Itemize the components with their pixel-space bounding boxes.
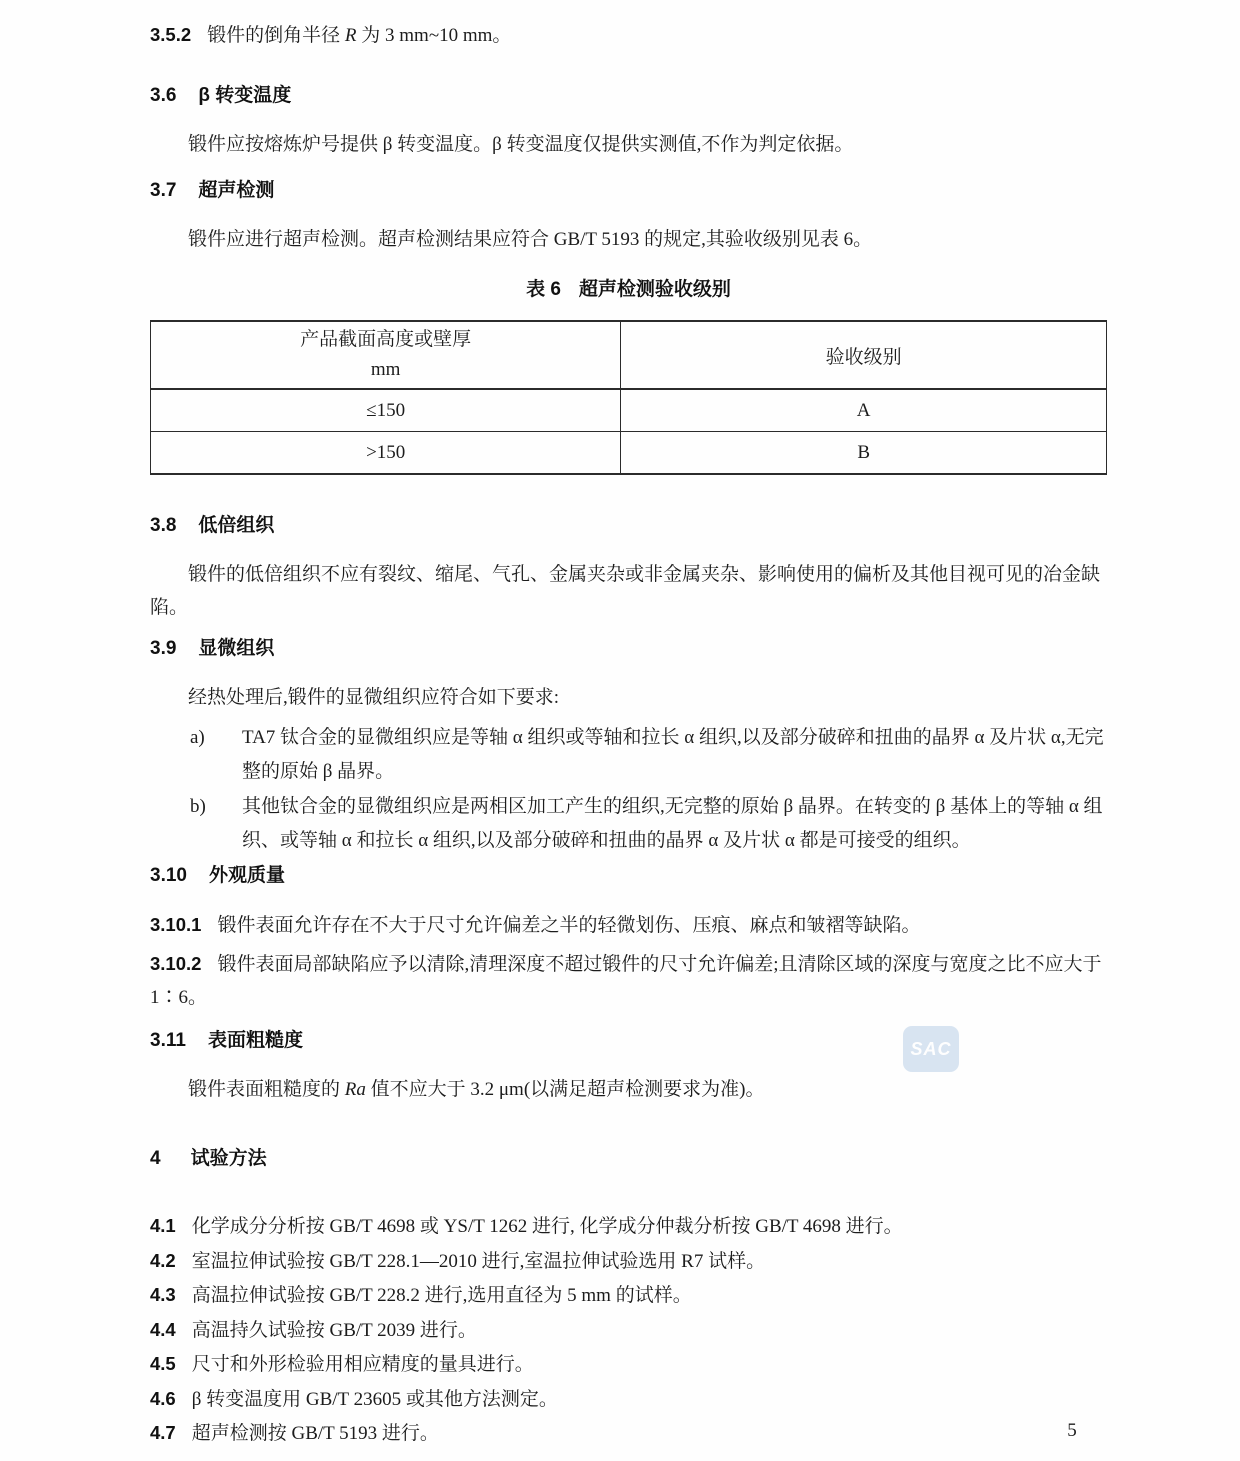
page-number: 5 bbox=[1067, 1420, 1077, 1441]
clause-number: 3.5.2 bbox=[150, 24, 192, 45]
paragraph-3-8: 锻件的低倍组织不应有裂纹、缩尾、气孔、金属夹杂或非金属夹杂、影响使用的偏析及其他目视可见的冶金缺陷。 bbox=[150, 564, 1101, 618]
clause-text: 室温拉伸试验按 GB/T 228.1—2010 进行,室温拉伸试验选用 R7 试样。 bbox=[191, 1250, 766, 1272]
clause-number: 3.10.1 bbox=[150, 914, 202, 935]
clause-number: 3.10.2 bbox=[150, 953, 202, 974]
paragraph-3-9-intro: 经热处理后,锻件的显微组织应符合如下要求: bbox=[188, 687, 560, 708]
table-row bbox=[151, 432, 1107, 475]
method-item bbox=[150, 1244, 1107, 1279]
paragraph-3-11 bbox=[150, 1073, 1107, 1106]
heading-3-8 bbox=[150, 513, 1107, 539]
method-item bbox=[150, 1313, 1107, 1348]
clause-text: 值不应大于 3.2 μm(以满足超声检测要求为准)。 bbox=[365, 1079, 765, 1100]
clause-text: 锻件表面允许存在不大于尺寸允许偏差之半的轻微划伤、压痕、麻点和皱褶等缺陷。 bbox=[217, 915, 921, 936]
heading-4 bbox=[150, 1146, 1107, 1172]
heading-number: 3.10 bbox=[150, 865, 187, 886]
heading-3-10 bbox=[150, 863, 1107, 889]
heading-title: 试验方法 bbox=[190, 1148, 267, 1169]
clause-number: 4.7 bbox=[150, 1422, 176, 1443]
method-item bbox=[150, 1347, 1107, 1382]
heading-title: 外观质量 bbox=[208, 865, 285, 886]
cell-thickness-range: ≤150 bbox=[151, 389, 621, 432]
header-cell-acceptance-level: 验收级别 bbox=[621, 321, 1107, 389]
heading-3-9 bbox=[150, 636, 1107, 662]
heading-title: 显微组织 bbox=[198, 638, 275, 659]
clause-text: 锻件表面局部缺陷应予以清除,清理深度不超过锻件的尺寸允许偏差;且清除区域的深度与宽度之比不应大于 1∶6。 bbox=[150, 954, 1102, 1008]
variable-Ra: Ra bbox=[344, 1079, 366, 1100]
cell-level: B bbox=[621, 432, 1107, 475]
list-item-a bbox=[190, 721, 1107, 788]
method-item bbox=[150, 1278, 1107, 1313]
heading-number: 3.11 bbox=[150, 1030, 186, 1051]
clause-3-10-1 bbox=[150, 908, 1107, 942]
clause-text: 锻件的倒角半径 bbox=[207, 25, 345, 46]
method-item bbox=[150, 1382, 1107, 1417]
variable-R: R bbox=[344, 25, 357, 46]
paragraph-3-7: 锻件应进行超声检测。超声检测结果应符合 GB/T 5193 的规定,其验收级别见表 6。 bbox=[188, 229, 873, 250]
method-item bbox=[150, 1209, 1107, 1244]
list-item-label: b) bbox=[190, 796, 206, 817]
header-line-2-unit: mm bbox=[370, 359, 401, 380]
heading-title: 低倍组织 bbox=[198, 515, 275, 536]
clause-3-10-2 bbox=[150, 947, 1107, 1014]
clause-text: 尺寸和外形检验用相应精度的量具进行。 bbox=[191, 1354, 534, 1375]
clause-3-5-2 bbox=[150, 22, 1107, 49]
clause-text: 超声检测按 GB/T 5193 进行。 bbox=[191, 1423, 439, 1444]
table-label: 表 6 bbox=[526, 279, 561, 300]
clause-number: 4.1 bbox=[150, 1215, 176, 1236]
table-title: 超声检测验收级别 bbox=[578, 279, 731, 300]
clause-text: β 转变温度用 GB/T 23605 或其他方法测定。 bbox=[191, 1388, 558, 1410]
list-item-b bbox=[190, 790, 1107, 857]
cell-level: A bbox=[621, 389, 1107, 432]
table-6 bbox=[150, 320, 1107, 475]
table-header-row bbox=[151, 321, 1107, 389]
list-item-label: a) bbox=[190, 727, 205, 748]
table-row bbox=[151, 389, 1107, 432]
heading-title: 表面粗糙度 bbox=[207, 1030, 303, 1051]
heading-number: 3.9 bbox=[150, 638, 177, 659]
methods-list bbox=[150, 1209, 1107, 1451]
list-item-text: TA7 钛合金的显微组织应是等轴 α 组织或等轴和拉长 α 组织,以及部分破碎和扭曲的晶界 α 及片状 α,无完整的原始 β 晶界。 bbox=[242, 727, 1104, 782]
heading-3-7 bbox=[150, 178, 1107, 204]
header-cell-section-height bbox=[151, 321, 621, 389]
clause-text: 高温拉伸试验按 GB/T 228.2 进行,选用直径为 5 mm 的试样。 bbox=[191, 1285, 692, 1306]
cell-thickness-range: >150 bbox=[151, 432, 621, 475]
clause-number: 4.2 bbox=[150, 1249, 176, 1271]
heading-number: 4 bbox=[150, 1148, 161, 1169]
clause-number: 4.4 bbox=[150, 1318, 176, 1340]
table-6-caption bbox=[150, 277, 1107, 303]
header-line-1: 产品截面高度或壁厚 bbox=[300, 329, 472, 350]
heading-3-6 bbox=[150, 83, 1107, 109]
method-item bbox=[150, 1416, 1107, 1451]
heading-title: β 转变温度 bbox=[198, 85, 292, 106]
list-item-text: 其他钛合金的显微组织应是两相区加工产生的组织,无完整的原始 β 晶界。在转变的 β 基体上的等轴 α 组织、或等轴 α 和拉长 α 组织,以及部分破碎和扭曲的晶界 α 及片状 α 都是可接受的组织。 bbox=[242, 796, 1103, 851]
heading-title: 超声检测 bbox=[198, 180, 275, 201]
clause-number: 4.5 bbox=[150, 1353, 176, 1374]
clause-text: 化学成分分析按 GB/T 4698 或 YS/T 1262 进行, 化学成分仲裁分析按 GB/T 4698 进行。 bbox=[191, 1216, 903, 1237]
paragraph-3-6: 锻件应按熔炼炉号提供 β 转变温度。β 转变温度仅提供实测值,不作为判定依据。 bbox=[188, 134, 854, 155]
clause-number: 4.3 bbox=[150, 1284, 176, 1305]
page-content bbox=[150, 0, 1107, 1451]
clause-text: 高温持久试验按 GB/T 2039 进行。 bbox=[191, 1319, 477, 1341]
clause-number: 4.6 bbox=[150, 1387, 176, 1409]
heading-number: 3.7 bbox=[150, 180, 177, 201]
clause-text: 为 3 mm~10 mm。 bbox=[356, 25, 512, 46]
clause-text: 锻件表面粗糙度的 bbox=[188, 1079, 345, 1100]
sac-watermark-logo: SAC bbox=[903, 1026, 959, 1072]
heading-number: 3.8 bbox=[150, 515, 177, 536]
heading-3-11 bbox=[150, 1028, 1107, 1054]
heading-number: 3.6 bbox=[150, 85, 177, 106]
